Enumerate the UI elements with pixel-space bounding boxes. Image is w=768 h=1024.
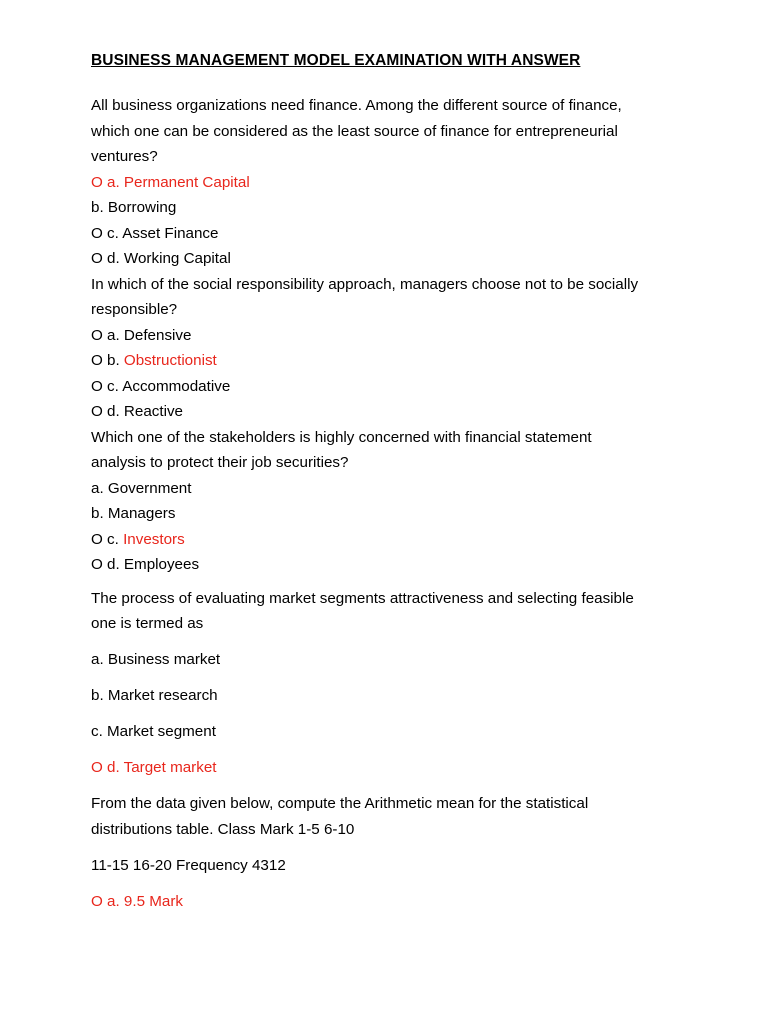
question-text-line: All business organizations need finance. Among the different source of finance, <box>91 97 622 114</box>
option-prefix: O b. <box>91 352 124 369</box>
answer-option: O a. Permanent Capital <box>91 173 250 191</box>
question-text-line: In which of the social responsibility approach, managers choose not to be socially <box>91 275 639 293</box>
answer-option: O c. Asset Finance <box>91 224 219 242</box>
answer-option: b. Borrowing <box>91 199 177 216</box>
answer-option: O d. Reactive <box>91 403 184 420</box>
option-prefix: O c. <box>91 530 124 548</box>
answer-option: c. Market segment <box>91 723 216 740</box>
answer-option <box>91 527 731 553</box>
document-title: BUSINESS MANAGEMENT MODEL EXAMINATION WITH ANSWER <box>91 52 581 69</box>
question-3 <box>91 425 731 578</box>
question-text-line: 11-15 16-20 Frequency 4312 <box>91 856 286 874</box>
question-2 <box>91 272 731 425</box>
question-text-line: The process of evaluating market segments attractiveness and selecting feasible <box>91 589 634 607</box>
answer-option: O a. 9.5 Mark <box>91 892 184 910</box>
exam-document <box>91 50 731 914</box>
answer-option: a. Government <box>91 479 192 497</box>
answer-option <box>91 348 731 374</box>
question-text-line: analysis to protect their job securities? <box>91 454 349 471</box>
question-text-line: From the data given below, compute the Arithmetic mean for the statistical <box>91 795 589 812</box>
option-answer-text: Obstructionist <box>123 352 217 369</box>
answer-option: O d. Target market <box>91 759 217 776</box>
answer-option: O d. Employees <box>91 556 200 573</box>
question-4 <box>91 586 731 781</box>
answer-option: b. Managers <box>91 505 176 522</box>
answer-option: b. Market research <box>91 687 218 704</box>
question-text-line: ventures? <box>91 148 158 165</box>
answer-option: O d. Working Capital <box>91 250 231 267</box>
question-text-line: responsible? <box>91 301 178 318</box>
option-answer-text: Investors <box>123 530 185 548</box>
answer-option: O a. Defensive <box>91 326 192 344</box>
question-1 <box>91 93 731 272</box>
question-5 <box>91 791 731 914</box>
answer-option: a. Business market <box>91 651 221 668</box>
answer-option: O c. Accommodative <box>91 377 231 395</box>
question-text-line: one is termed as <box>91 615 204 632</box>
question-text-line: Which one of the stakeholders is highly concerned with financial statement <box>91 428 592 446</box>
question-text-line: distributions table. Class Mark 1-5 6-10 <box>91 820 355 838</box>
question-text-line: which one can be considered as the least source of finance for entrepreneurial <box>91 122 618 140</box>
